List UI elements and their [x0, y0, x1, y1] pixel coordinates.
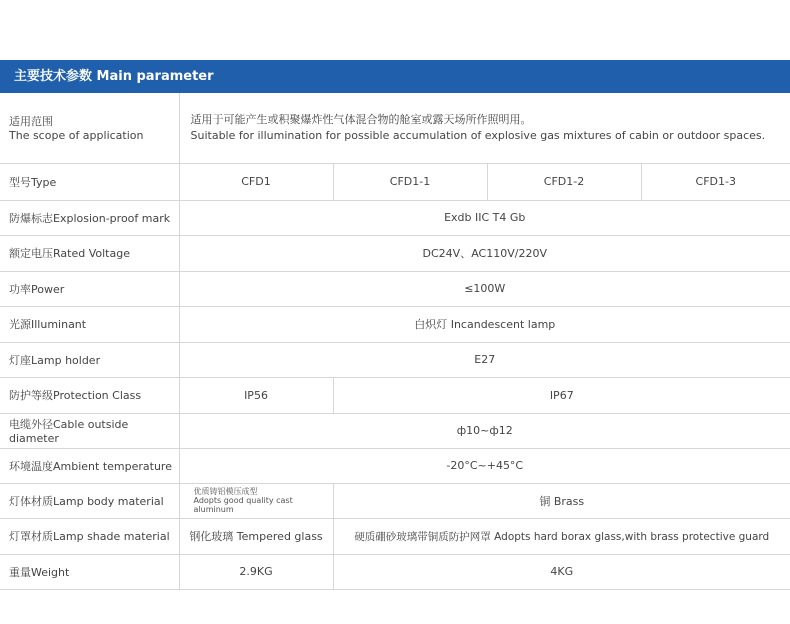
row-value: -20°C~+45°C [179, 448, 790, 483]
row-value [179, 93, 790, 163]
table-row-illuminant [0, 306, 790, 342]
row-label: 防护等级Protection Class [0, 377, 179, 413]
row-label: 灯座Lamp holder [0, 342, 179, 377]
row-value: ≤100W [179, 271, 790, 306]
value-en: Suitable for illumination for possible accumulation of explosive gas mixtures of cabin or outdoor spaces. [190, 128, 766, 142]
row-label: 电缆外径Cable outside diameter [0, 413, 179, 448]
table-row-shade [0, 518, 790, 554]
weight-value-a: 2.9KG [179, 554, 333, 589]
body-value-en: Adopts good quality cast aluminum [193, 496, 293, 514]
section-header [0, 60, 790, 93]
protection-value-a: IP56 [179, 377, 333, 413]
body-value-zh: 优质铸铝模压成型 [193, 487, 258, 496]
row-label: 功率Power [0, 271, 179, 306]
row-label: 灯罩材质Lamp shade material [0, 518, 179, 554]
shade-value-b: 硬质硼砂玻璃带铜质防护网罩 Adopts hard borax glass,with brass protective guard [333, 518, 790, 554]
body-value-b: 铜 Brass [333, 483, 790, 518]
type-cfd1-2: CFD1-2 [487, 163, 641, 200]
table-row-cable [0, 413, 790, 448]
label-zh: 适用范围 [9, 115, 53, 129]
value-zh: 适用于可能产生或积聚爆炸性气体混合物的舱室或露天场所作照明用。 [190, 112, 532, 126]
table-row-type [0, 163, 790, 200]
table-row-protection [0, 377, 790, 413]
table-row-body [0, 483, 790, 518]
table-row-explosion [0, 200, 790, 235]
row-value: DC24V、AC110V/220V [179, 235, 790, 271]
label-en: The scope of application [9, 129, 144, 143]
row-value: E27 [179, 342, 790, 377]
table-row-power [0, 271, 790, 306]
row-label: 重量Weight [0, 554, 179, 589]
type-cfd1-1: CFD1-1 [333, 163, 487, 200]
section-title: 主要技术参数 Main parameter [14, 69, 214, 84]
weight-value-b: 4KG [333, 554, 790, 589]
type-cfd1-3: CFD1-3 [641, 163, 790, 200]
table-row-temperature [0, 448, 790, 483]
parameter-table [0, 93, 790, 590]
table-row-scope [0, 93, 790, 163]
table-row-voltage [0, 235, 790, 271]
row-value: Exdb IIC T4 Gb [179, 200, 790, 235]
row-label: 灯体材质Lamp body material [0, 483, 179, 518]
row-label: 环境温度Ambient temperature [0, 448, 179, 483]
row-label: 额定电压Rated Voltage [0, 235, 179, 271]
row-label: 光源Illuminant [0, 306, 179, 342]
row-label: 防爆标志Explosion-proof mark [0, 200, 179, 235]
table-row-weight [0, 554, 790, 589]
row-label: 型号Type [0, 163, 179, 200]
table-row-holder [0, 342, 790, 377]
body-value-a [179, 483, 333, 518]
shade-value-a: 钢化玻璃 Tempered glass [179, 518, 333, 554]
type-cfd1: CFD1 [179, 163, 333, 200]
protection-value-b: IP67 [333, 377, 790, 413]
row-value: 白炽灯 Incandescent lamp [179, 306, 790, 342]
row-label [0, 93, 179, 163]
row-value: ф10~ф12 [179, 413, 790, 448]
